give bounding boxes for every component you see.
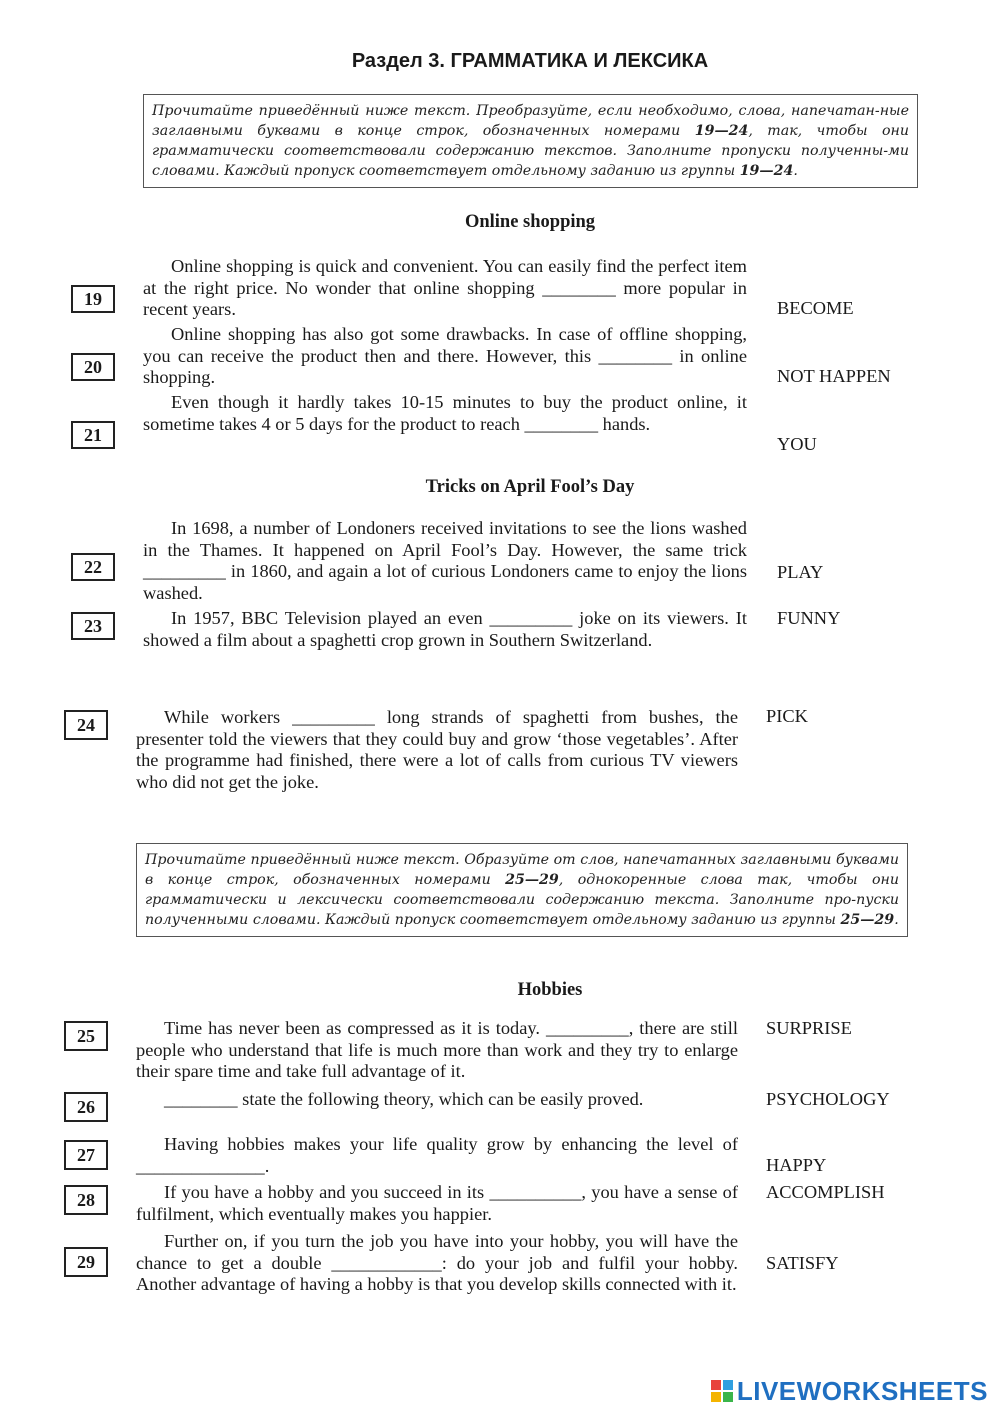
task-number-22: 22 [71,553,115,581]
task-text-24: While workers _________ long strands of spaghetti from bushes, the presenter told the viewers that they could buy and grow ‘those vegetables’. After the programme had finished, there were a lot of calls from curious TV viewers who did not get the joke. [136,707,738,792]
task-text-27: Having hobbies makes your life quality grow by enhancing the level of ______________. [136,1134,738,1176]
instructions-range: 25—29 [840,912,895,928]
key-word-23: FUNNY [777,608,841,628]
key-word-29: SATISFY [766,1253,839,1273]
key-word-26: PSYCHOLOGY [766,1089,890,1109]
text-title-online-shopping: Online shopping [464,212,596,232]
key-word-20: NOT HAPPEN [777,366,891,386]
task-text-22: In 1698, a number of Londoners received invitations to see the lions washed in the Thames. It happened on April Fool’s Day. However, the same trick _________ in 1860, and again a lot of curious Londoners came to enjoy the lions washed. [143,518,747,603]
instructions-box-2 [136,843,908,937]
task-number-24: 24 [64,710,108,740]
key-word-22: PLAY [777,562,824,582]
logo-square [711,1380,721,1390]
task-number-29: 29 [64,1247,108,1277]
instructions-text: , так, чтобы они грамматически соответствовали содержанию текстов. Заполните пропуски полученны-ми словами. Каждый пропуск соответствует отдельному заданию из группы [152,123,909,179]
task-number-25: 25 [64,1021,108,1051]
instructions-range: 25—29 [505,872,559,888]
task-number-23: 23 [71,612,115,640]
instructions-text: . [894,912,899,928]
instructions-text: , однокоренные слова так, чтобы они грамматически и лексически соответствовали содержанию текста. Заполните про-пуски полученными словами. Каждый пропуск соответствует отдельному заданию из группы [145,872,899,928]
task-text-28: If you have a hobby and you succeed in its __________, you have a sense of fulfilment, which eventually makes you happier. [136,1182,738,1224]
text-title-hobbies: Hobbies [517,980,583,1000]
section-title: Раздел 3. ГРАММАТИКА И ЛЕКСИКА [351,50,709,72]
instructions-range: 19—24 [694,123,749,139]
instructions-text: Прочитайте приведённый ниже текст. Образуйте от слов, напечатанных заглавными буквами в конце строк, обозначенных номерами [145,852,899,888]
task-number-21: 21 [71,421,115,449]
key-word-21: YOU [777,434,817,454]
task-text-20: Online shopping has also got some drawbacks. In case of offline shopping, you can receive the product then and there. However, this ________ in online shopping. [143,324,747,387]
task-number-26: 26 [64,1092,108,1122]
task-text-23: In 1957, BBC Television played an even _________ joke on its viewers. It showed a film about a spaghetti crop grown in Southern Switzerland. [143,608,747,650]
liveworksheets-logo [711,1376,988,1406]
logo-text: LIVEWORKSHEETS [736,1375,988,1406]
key-word-19: BECOME [777,298,854,318]
task-number-20: 20 [71,353,115,381]
task-text-19: Online shopping is quick and convenient. You can easily find the perfect item at the right price. No wonder that online shopping ________ more popular in recent years. [143,256,747,319]
logo-grid-icon [711,1380,733,1402]
instructions-text: . [793,163,798,179]
task-text-29: Further on, if you turn the job you have into your hobby, you will have the chance to get a double ____________: do your job and fulfil your hobby. Another advantage of having a hobby is that you develop skills connected with it. [136,1231,738,1294]
task-text-21: Even though it hardly takes 10-15 minutes to buy the product online, it sometime takes 4 or 5 days for the product to reach ________ hands. [143,392,747,434]
task-number-28: 28 [64,1185,108,1215]
logo-square [723,1380,733,1390]
logo-square [723,1392,733,1402]
key-word-27: HAPPY [766,1155,827,1175]
task-text-25: Time has never been as compressed as it is today. _________, there are still people who understand that life is much more than work and they try to enlarge their spare time and take full advantage of it. [136,1018,738,1081]
task-text-26: ________ state the following theory, which can be easily proved. [164,1089,644,1109]
instructions-range: 19—24 [739,163,794,179]
instructions-box-1 [143,94,918,188]
key-word-24: PICK [766,706,808,726]
text-title-april-fools: Tricks on April Fool’s Day [425,477,635,497]
logo-square [711,1392,721,1402]
instructions-text: Прочитайте приведённый ниже текст. Преобразуйте, если необходимо, слова, напечатан-ные заглавными буквами в конце строк, обозначенных номерами [152,103,909,139]
task-number-19: 19 [71,285,115,313]
task-number-27: 27 [64,1140,108,1170]
key-word-25: SURPRISE [766,1018,852,1038]
key-word-28: ACCOMPLISH [766,1182,885,1202]
